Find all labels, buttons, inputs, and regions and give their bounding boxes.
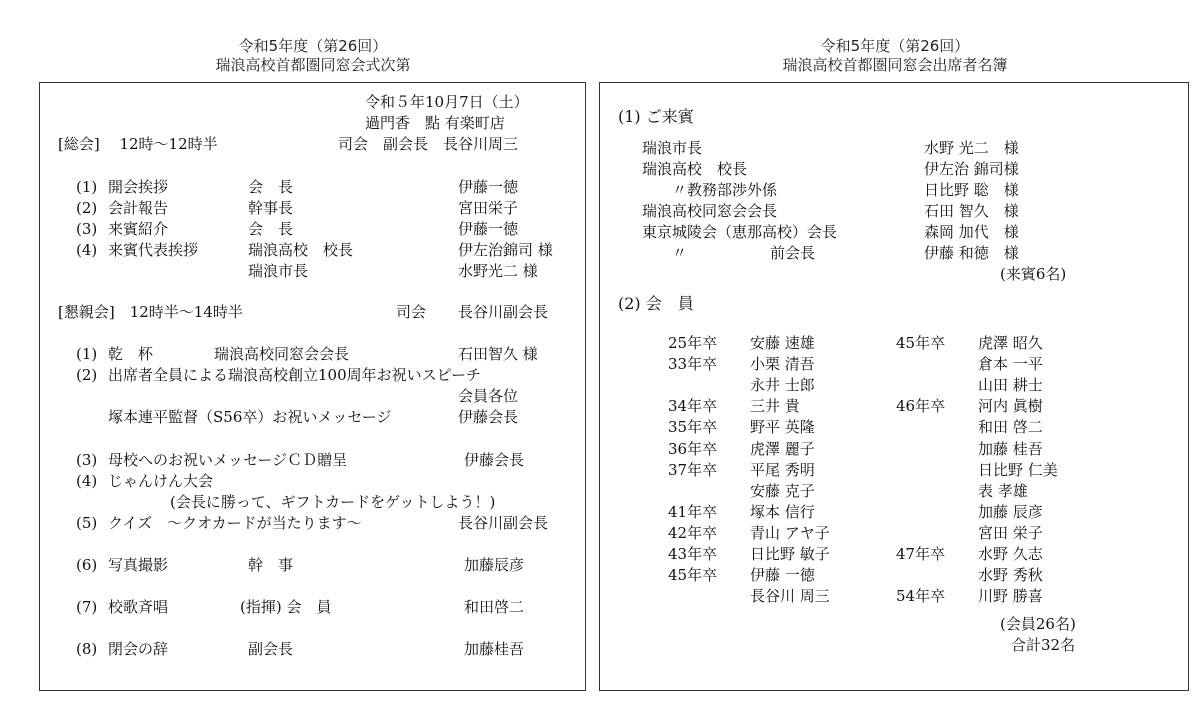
member-name: 野平 英隆 [750,418,815,437]
guest-name: 日比野 聡 様 [924,181,1019,199]
member-name: 加藤 辰彦 [978,502,1043,521]
member-grad-year: 33年卒 [668,355,718,374]
item-name: 閉会の辞 [108,640,169,658]
guest-title: 瑞浪市長 [642,139,703,157]
item-text: 出席者全員による瑞浪高校創立100周年お祝いスピーチ [108,366,482,384]
member-name: 安藤 克子 [750,481,815,500]
sokai-extra-role: 瑞浪市長 [248,262,309,280]
member-name: 日比野 敏子 [750,545,830,563]
item-name: 会計報告 [108,199,169,217]
member-grad-year: 37年卒 [668,460,718,479]
member-name: 平尾 秀明 [750,460,815,479]
member-name: 永井 士郎 [750,376,815,395]
item-number: (8) [76,640,98,658]
member-name: 山田 耕士 [978,376,1043,395]
members-total: (会員26名) [1000,615,1076,633]
item-subtext: 塚本連平監督（S56卒）お祝いメッセージ [108,408,392,426]
member-grad-year: 47年卒 [896,545,946,563]
member-name: 水野 久志 [978,545,1043,563]
item-sub-person: 伊藤会長 [458,408,519,426]
program-title [40,37,586,75]
sokai-heading: [総会] 12時～12時半 [58,135,218,153]
member-name: 青山 アヤ子 [750,523,830,542]
guest-title: 瑞浪高校同窓会会長 [642,202,778,220]
item-name: 校歌斉唱 [108,598,169,616]
item-role: 会 長 [248,178,294,196]
roster-panel [599,82,1189,691]
guest-name: 水野 光二 様 [924,139,1019,157]
guests-heading: (1) ご来賓 [618,107,694,126]
konshin-heading: [懇親会] 12時半～14時半 [58,303,243,321]
item-role: 瑞浪高校同窓会会長 [214,345,350,363]
guest-name: 伊藤 和徳 様 [924,244,1019,262]
guest-name: 伊左治 錦司様 [924,160,1019,178]
member-name: 日比野 仁美 [978,460,1058,479]
item-person: 石田智久 様 [458,345,538,363]
member-name: 伊藤 一徳 [750,566,815,585]
member-grad-year: 45年卒 [896,334,946,352]
member-grad-year: 36年卒 [668,439,718,458]
grand-total: 合計32名 [1011,636,1076,654]
item-number: (6) [76,556,98,574]
member-grad-year: 41年卒 [668,502,718,521]
item-number: (4) [76,472,98,490]
member-name: 宮田 栄子 [978,523,1043,542]
program-title-line2: 瑞浪高校首都圏同窓会式次第 [215,56,411,74]
member-name: 安藤 速雄 [750,334,815,352]
member-grad-year: 42年卒 [668,523,718,542]
item-name: 来賓代表挨拶 [108,241,199,259]
item-person: 伊藤一徳 [458,220,519,238]
item-person: 加藤桂吾 [464,640,525,658]
roster-title-line2: 瑞浪高校首都圏同窓会出席者名簿 [782,56,1008,74]
member-grad-year: 54年卒 [896,587,946,606]
member-name: 加藤 桂吾 [978,439,1043,458]
guest-title: 〃教務部渉外係 [672,181,778,199]
item-person: 宮田栄子 [458,199,519,217]
item-person: 伊藤一徳 [458,178,519,196]
event-venue: 過門香 點 有楽町店 [365,114,505,132]
member-name: 表 孝雄 [978,481,1028,500]
member-name: 長谷川 周三 [750,587,830,606]
item-number: (2) [76,366,98,384]
item-role: 瑞浪高校 校長 [248,241,354,259]
guests-total: (来賓6名) [1000,265,1067,283]
item-person: 長谷川副会長 [458,514,549,532]
item-person: 伊藤会長 [464,451,525,469]
member-name: 虎澤 昭久 [978,334,1043,352]
member-name: 河内 眞樹 [978,397,1043,416]
guest-title: 〃 [672,244,688,262]
event-date: 令和５年10月7日（土） [365,93,529,111]
item-number: (5) [76,514,98,532]
member-name: 倉本 一平 [978,355,1043,374]
item-name: 写真撮影 [108,556,169,574]
guest-name: 森岡 加代 様 [924,223,1019,241]
sokai-mc: 司会 副会長 長谷川周三 [338,135,519,153]
item-person: 加藤辰彦 [464,556,525,574]
member-grad-year: 25年卒 [668,334,718,352]
item-number: (7) [76,598,98,616]
item-number: (3) [76,451,98,469]
roster-title [600,37,1190,75]
item-number: (1) [76,345,98,363]
item-number: (4) [76,241,98,259]
item-role: 会 長 [248,220,294,238]
guest-title-sub: 前会長 [770,244,816,262]
member-name: 三井 貴 [750,397,800,416]
item-role: 幹事長 [248,199,294,217]
konshin-mc-label: 司会 [396,303,427,321]
item-text: クイズ ～クオカードが当たります～ [108,514,362,532]
member-name: 川野 勝喜 [978,587,1043,606]
member-name: 小栗 清吾 [750,355,815,374]
member-name: 虎澤 麗子 [750,439,815,458]
item-person: 伊左治錦司 様 [458,241,553,259]
members-heading: (2) 会 員 [618,294,694,313]
member-name: 水野 秀秋 [978,566,1043,585]
item-text: 母校へのお祝いメッセージＣＤ贈呈 [108,451,348,469]
member-grad-year: 34年卒 [668,397,718,416]
guest-name: 石田 智久 様 [924,202,1019,220]
program-title-line1: 令和5年度（第26回） [238,37,388,55]
member-name: 和田 啓二 [978,418,1043,437]
item-number: (3) [76,220,98,238]
item-role: (指揮) 会 員 [240,598,332,616]
item-number: (1) [76,178,98,196]
item-role: 幹 事 [248,556,294,574]
item-name: 乾 杯 [108,345,154,363]
item-name: 開会挨拶 [108,178,169,196]
item-role: 副会長 [248,640,294,658]
program-panel [39,82,586,691]
member-grad-year: 46年卒 [896,397,946,416]
member-name: 塚本 信行 [750,502,815,521]
item-subtext: (会長に勝って、ギフトカードをゲットしよう！) [170,493,496,511]
konshin-mc: 長谷川副会長 [458,303,549,321]
sokai-extra-person: 水野光二 様 [458,262,538,280]
item-number: (2) [76,199,98,217]
member-grad-year: 35年卒 [668,418,718,437]
guest-title: 東京城陵会（恵那高校）会長 [642,223,838,241]
item-person: 会員各位 [458,387,519,405]
member-grad-year: 45年卒 [668,566,718,585]
item-person: 和田啓二 [464,598,525,616]
member-grad-year: 43年卒 [668,545,718,563]
item-name: 来賓紹介 [108,220,169,238]
item-text: じゃんけん大会 [108,472,214,490]
roster-title-line1: 令和5年度（第26回） [820,37,970,55]
guest-title: 瑞浪高校 校長 [642,160,748,178]
